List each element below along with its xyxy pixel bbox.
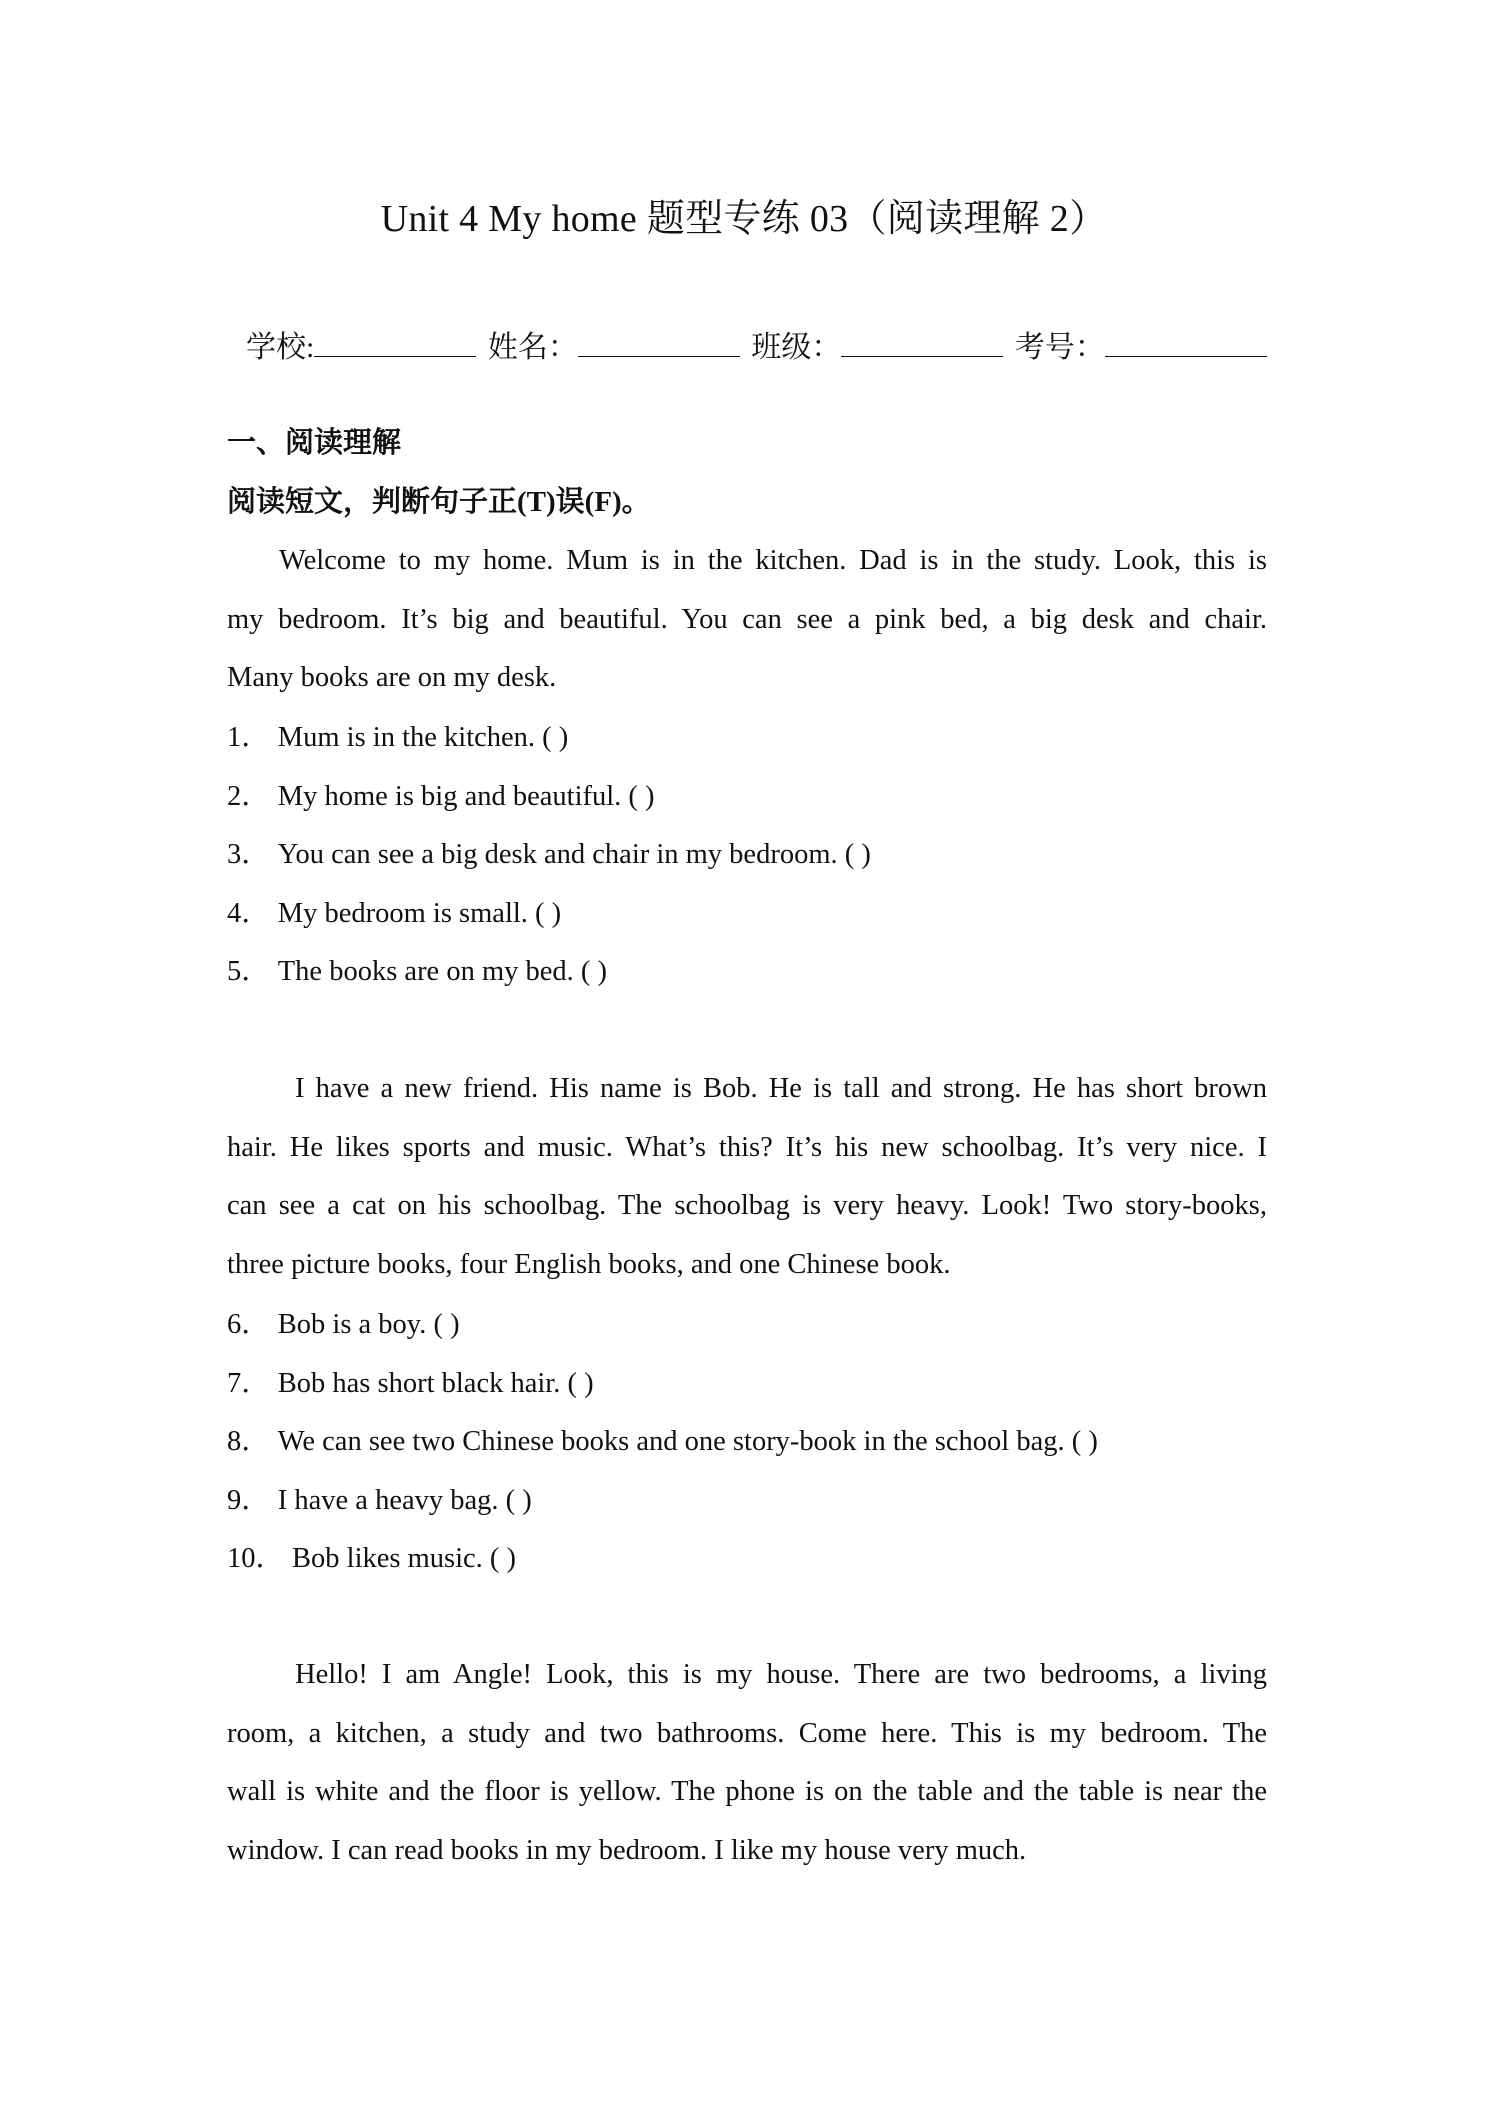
passage-line: can see a cat on his schoolbag. The schoolbag is very heavy. Look! Two story-books, <box>227 1190 1267 1221</box>
question-item <box>227 894 561 934</box>
question-number: 5． <box>227 956 270 987</box>
question-text: Bob has short black hair. ( ) <box>277 1368 594 1399</box>
question-item <box>227 952 607 992</box>
section-instruction: 阅读短文，判断句子正(T)误(F)。 <box>227 486 651 518</box>
passage-line: wall is white and the floor is yellow. The phone is on the table and the table is near the <box>227 1776 1267 1807</box>
question-number: 9． <box>227 1485 270 1516</box>
name-label: 姓名： <box>487 331 578 364</box>
question-text: The books are on my bed. ( ) <box>277 956 608 987</box>
question-item <box>227 1481 532 1521</box>
question-number: 10． <box>227 1543 285 1574</box>
question-text: Bob likes music. ( ) <box>292 1543 517 1574</box>
question-item <box>227 1305 460 1345</box>
passage-line: room, a kitchen, a study and two bathrooms. Come here. This is my bedroom. The <box>227 1717 1267 1749</box>
passage-line: Welcome to my home. Mum is in the kitchen. Dad is in the study. Look, this is <box>279 545 1267 576</box>
question-text: We can see two Chinese books and one story-book in the school bag. ( ) <box>277 1426 1098 1457</box>
school-blank <box>314 326 476 357</box>
passage-line: window. I can read books in my bedroom. I like my house very much. <box>227 1834 1027 1866</box>
question-number: 1． <box>227 722 270 753</box>
question-text: Bob is a boy. ( ) <box>277 1309 460 1340</box>
question-number: 6． <box>227 1309 270 1340</box>
class-blank <box>841 326 1003 357</box>
section-heading: 一、阅读理解 <box>227 427 402 459</box>
question-item <box>227 1364 594 1404</box>
question-number: 4． <box>227 898 270 929</box>
question-item <box>227 777 655 817</box>
question-item <box>227 1422 1098 1462</box>
question-item <box>227 835 871 875</box>
passage-line: Many books are on my desk. <box>227 662 557 693</box>
passage-3 <box>227 1646 1267 1880</box>
student-info-line <box>246 326 1271 368</box>
passage-line: I have a new friend. His name is Bob. He is tall and strong. He has short brown <box>295 1073 1267 1104</box>
question-number: 2． <box>227 781 270 812</box>
question-number: 7． <box>227 1368 270 1399</box>
passage-line: my bedroom. It’s big and beautiful. You can see a pink bed, a big desk and chair. <box>227 603 1267 635</box>
school-label: 学校: <box>246 331 315 364</box>
passage-line: Hello! I am Angle! Look, this is my house. There are two bedrooms, a living <box>295 1659 1267 1690</box>
question-text: My bedroom is small. ( ) <box>277 898 562 929</box>
question-item <box>227 1539 516 1579</box>
class-label: 班级： <box>751 331 842 364</box>
number-blank <box>1105 326 1267 357</box>
question-text: My home is big and beautiful. ( ) <box>277 781 655 812</box>
passage-1 <box>227 532 1267 708</box>
question-text: Mum is in the kitchen. ( ) <box>277 722 569 753</box>
question-text: I have a heavy bag. ( ) <box>277 1485 532 1516</box>
question-number: 8． <box>227 1426 270 1457</box>
document-title: Unit 4 My home 题型专练 03（阅读理解 2） <box>380 198 1108 240</box>
passage-line: three picture books, four English books, and one Chinese book. <box>227 1248 951 1280</box>
question-number: 3． <box>227 839 270 870</box>
question-item <box>227 718 568 758</box>
passage-2 <box>227 1060 1267 1294</box>
question-text: You can see a big desk and chair in my bedroom. ( ) <box>277 839 871 870</box>
passage-line: hair. He likes sports and music. What’s this? It’s his new schoolbag. It’s very nice. I <box>227 1131 1267 1163</box>
number-label: 考号： <box>1014 331 1105 364</box>
name-blank <box>578 326 740 357</box>
